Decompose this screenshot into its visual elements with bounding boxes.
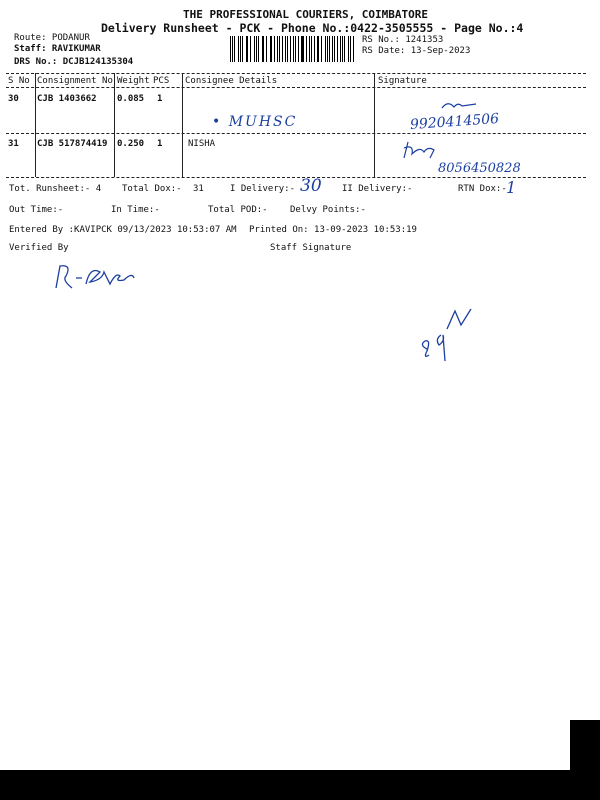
barcode-bar <box>279 36 280 62</box>
barcode-bar <box>250 36 251 62</box>
delvy-points: Delvy Points:- <box>290 205 366 215</box>
ii-delivery-label: II Delivery:- <box>342 184 413 194</box>
barcode-bar <box>242 36 243 62</box>
total-dox-label: Total Dox:- <box>122 184 182 194</box>
barcode-bar <box>295 36 296 62</box>
route: Route: PODANUR <box>14 33 90 43</box>
barcode-bar <box>337 36 338 62</box>
barcode-bar <box>287 36 288 62</box>
table-row-consignment: CJB 1403662 <box>37 94 97 104</box>
company-title: THE PROFESSIONAL COURIERS, COIMBATORE <box>183 8 429 21</box>
staff-signature-label: Staff Signature <box>270 243 352 253</box>
barcode-bar <box>266 36 267 62</box>
row-divider <box>6 133 586 134</box>
table-row-consignment: CJB 517874419 <box>37 139 108 149</box>
table-row-pcs: 1 <box>157 94 163 104</box>
col-divider <box>114 73 115 177</box>
entered-by: Entered By :KAVIPCK 09/13/2023 10:53:07 AM <box>9 225 237 235</box>
col-divider <box>374 73 375 177</box>
col-header-weight: Weight <box>117 76 150 86</box>
i-delivery-label: I Delivery:- <box>230 184 296 194</box>
barcode-bar <box>311 36 312 62</box>
table-row-sno: 30 <box>8 94 19 104</box>
barcode-bar <box>254 36 255 62</box>
total-dox-value: 31 <box>193 184 204 194</box>
barcode-bar <box>262 36 263 62</box>
staff: Staff: RAVIKUMAR <box>14 44 101 54</box>
total-pod: Total POD:- <box>208 205 268 215</box>
rtn-dox-handwritten: 1 <box>506 178 517 197</box>
table-header-border <box>6 87 586 88</box>
barcode-bar <box>325 36 326 62</box>
signature-scribble <box>440 98 480 112</box>
handwritten-phone: 8056450828 <box>438 161 521 176</box>
barcode-bar <box>271 36 272 62</box>
col-header-consignment: Consignment No <box>37 76 113 86</box>
barcode-bar <box>230 36 231 62</box>
col-header-signature: Signature <box>378 76 427 86</box>
barcode-bar <box>309 36 310 62</box>
table-top-border <box>6 73 586 74</box>
rs-date: RS Date: 13-Sep-2023 <box>362 46 471 56</box>
barcode-bar <box>350 36 351 62</box>
barcode-bar <box>238 36 239 62</box>
table-bottom-border <box>6 177 586 178</box>
col-header-sno: S No <box>8 76 30 86</box>
verifier-signature <box>50 258 140 294</box>
scan-edge-right <box>570 720 600 800</box>
signature-scribble <box>400 138 440 162</box>
staff-signature-scribble <box>415 305 485 365</box>
runsheet-subtitle: Delivery Runsheet - PCK - Phone No.:0422-3505555 - Page No.:4 <box>101 21 524 35</box>
barcode-bar <box>285 36 286 62</box>
table-row-pcs: 1 <box>157 139 163 149</box>
out-time: Out Time:- <box>9 205 64 215</box>
tot-runsheet: Tot. Runsheet:- 4 <box>9 184 102 194</box>
barcode <box>230 36 356 62</box>
table-row-consignee: NISHA <box>188 139 216 149</box>
barcode-bar <box>332 36 333 62</box>
barcode-bar <box>344 36 345 62</box>
scan-edge-bottom <box>0 770 600 800</box>
in-time: In Time:- <box>111 205 160 215</box>
rs-number: RS No.: 1241353 <box>362 35 444 45</box>
col-divider <box>182 73 183 177</box>
rtn-dox-label: RTN Dox:- <box>458 184 507 194</box>
col-divider <box>35 73 36 177</box>
table-row-weight: 0.085 <box>117 94 145 104</box>
table-row-sno: 31 <box>8 139 19 149</box>
col-header-pcs: PCS <box>153 76 170 86</box>
col-header-consignee: Consignee Details <box>185 76 278 86</box>
verified-by: Verified By <box>9 243 69 253</box>
printed-on: Printed On: 13-09-2023 10:53:19 <box>249 225 417 235</box>
handwritten-phone: 9920414506 <box>409 110 500 134</box>
drs-number: DRS No.: DCJB124135304 <box>14 57 134 67</box>
barcode-bar <box>318 36 319 62</box>
table-row-weight: 0.250 <box>117 139 145 149</box>
barcode-bar <box>302 36 303 62</box>
handwritten-consignee: • MUHSC <box>212 114 298 130</box>
i-delivery-handwritten: 30 <box>300 176 322 196</box>
